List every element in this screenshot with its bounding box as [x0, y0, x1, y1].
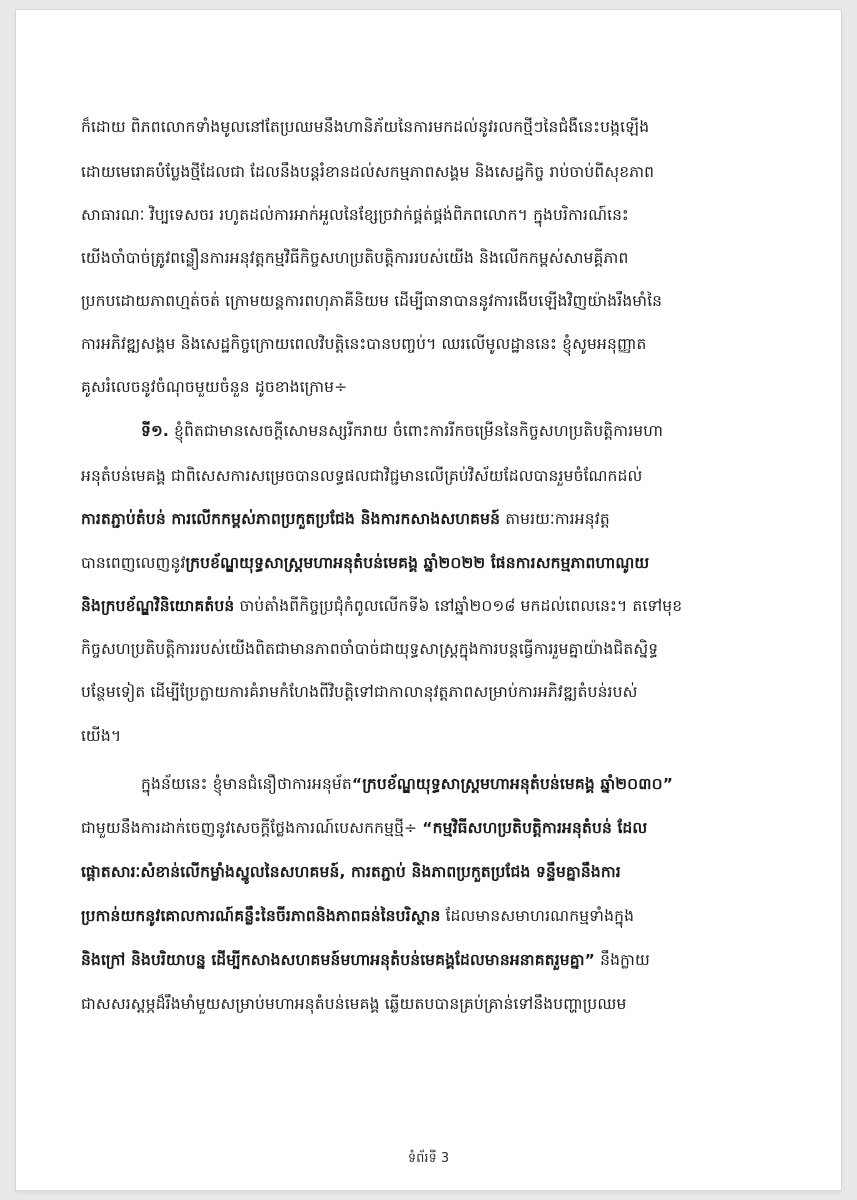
text-line	[81, 940, 650, 980]
bold-run: “កម្មវិធីសហប្រតិបត្តិការអនុតំបន់ ដែល	[422, 819, 648, 837]
text-line	[81, 107, 649, 147]
text-line	[81, 499, 610, 539]
text-run: ចាប់តាំងពីកិច្ចប្រជុំកំពូលលើកទី៦ នៅឆ្នាំ២០១៨ មកដល់ពេលនេះ។ តទៅមុខ	[234, 597, 683, 615]
text-line	[81, 238, 628, 278]
text-run: ជាមួយនឹងការដាក់ចេញនូវសេចក្តីថ្លែងការណ៍បេសកកម្មថ្មី÷	[81, 819, 423, 837]
document-page	[16, 10, 841, 1190]
text-line	[81, 195, 629, 235]
text-run: ប្រកបដោយភាពហ្មត់ចត់ ក្រោមយន្តការពហុភាគីនិយម ដើម្បីធានាបាននូវការងើបឡើងវិញយ៉ាងរឹងមាំនៃ	[81, 292, 663, 310]
text-run: បន្ថែមទៀត ដើម្បីប្រែក្លាយការគំរាមកំហែងពីវិបត្តិទៅជាកាលានុវត្តភាពសម្រាប់ការអភិវឌ្ឍតំបន់របស់	[81, 683, 638, 701]
text-run: បានពេញលេញនូវ	[81, 554, 186, 572]
bold-run: ផ្តោតសារៈសំខាន់លើកម្លាំងស្នូលនៃសហគមន៍, ការតភ្ជាប់ និងភាពប្រកួតប្រជែង ទន្ទឹមគ្នានឹងការ	[81, 863, 621, 881]
text-line	[141, 411, 663, 451]
text-run: ដោយមេរោគបំប្លែងថ្មីដែលជា ដែលនឹងបន្តរំខានដល់សកម្មភាពសង្គម និងសេដ្ឋកិច្ច រាប់ចាប់ពីសុខភាព	[81, 163, 655, 181]
text-line	[81, 281, 662, 321]
text-run: កិច្ចសហប្រតិបត្តិការរបស់យើងពិតជាមានភាពចាំបាច់ជាយុទ្ធសាស្ត្រក្នុងការបន្តធ្វើការរួមគ្នាយ៉ាងជិតស្និទ្ធ	[81, 640, 659, 658]
text-run: យើង។	[81, 727, 122, 745]
text-line	[81, 896, 634, 936]
text-run: ក្នុងន័យនេះ ខ្ញុំមានជំនឿថាការអនុម័ត	[141, 775, 352, 793]
bold-run: ក្របខ័ណ្ឌយុទ្ធសាស្ត្រមហាអនុតំបន់មេគង្គ ឆ្នាំ២០២២ ផែនការសកម្មភាពហាណូយ	[185, 554, 650, 572]
text-run: អនុតំបន់មេគង្គ ជាពិសេសការសម្រេចបានលទ្ធផលជាវិជ្ជមានលើគ្រប់វិស័យដែលបានរួមចំណែកដល់	[81, 467, 643, 485]
text-run: ដែលមានសមាហរណកម្មទាំងក្នុង	[440, 907, 635, 925]
text-run: សាធារណៈ វិប្បទេសចរ រហូតដល់ការអាក់អួលនៃខ្សែច្រវាក់ផ្គត់ផ្គង់ពិភពលោក។ ក្នុងបរិការណ៍នេះ	[81, 206, 629, 224]
text-line	[81, 852, 621, 892]
text-run: គូសរំលេចនូវចំណុចមួយចំនួន ដូចខាងក្រោម÷	[81, 378, 348, 396]
bold-run: និងក្របខ័ណ្ឌវិនិយោគតំបន់	[81, 597, 235, 615]
text-line	[81, 716, 121, 756]
body-text	[16, 10, 841, 1190]
text-line	[81, 367, 347, 407]
text-line	[81, 543, 649, 583]
text-run: តាមរយៈការអនុវត្ត	[500, 510, 610, 528]
text-run: ការអភិវឌ្ឍសង្គម និងសេដ្ឋកិច្ចក្រោយពេលវិបត្តិនេះបានបញ្ចប់។ ឈរលើមូលដ្ឋាននេះ ខ្ញុំសូមអនុញ្ញាត	[81, 335, 647, 353]
text-line	[81, 672, 638, 712]
bold-run: ទី១.	[141, 422, 169, 440]
text-run: ជាសសរស្តម្ភដ៏រឹងមាំមួយសម្រាប់មហាអនុតំបន់មេគង្គ ឆ្លើយតបបានគ្រប់គ្រាន់ទៅនឹងបញ្ហាប្រឈម	[81, 995, 627, 1013]
text-line	[141, 764, 673, 804]
text-run: ខ្ញុំពិតជាមានសេចក្តីសោមនស្សរីករាយ ចំពោះការរីកចម្រើននៃកិច្ចសហប្រតិបត្តិការមហា	[168, 422, 664, 440]
text-run: យើងចាំបាច់ត្រូវពន្លឿនការអនុវត្តកម្មវិធីកិច្ចសហប្រតិបត្តិការរបស់យើង និងលើកកម្ពស់សាមគ្គីភាព	[81, 249, 629, 267]
bold-run: ប្រកាន់យកនូវគោលការណ៍គន្លឹះនៃចីរភាពនិងភាពធន់នៃបរិស្ថាន	[81, 907, 441, 925]
text-run: នឹងក្លាយ	[595, 951, 650, 969]
bold-run: ការតភ្ជាប់តំបន់ ការលើកកម្ពស់ភាពប្រកួតប្រជែង និងការកសាងសហគមន៍	[81, 510, 501, 528]
text-line	[81, 808, 647, 848]
text-line	[81, 324, 646, 364]
bold-run: “ក្របខ័ណ្ឌយុទ្ធសាស្ត្រមហាអនុតំបន់មេគង្គ ឆ្នាំ២០៣០”	[351, 775, 674, 793]
text-line	[81, 456, 642, 496]
text-line	[81, 984, 626, 1024]
text-line	[81, 586, 682, 626]
text-line	[81, 629, 658, 669]
page-number: ទំព័រទី 3	[407, 1151, 450, 1166]
text-run: ក៏ដោយ ពិភពលោកទាំងមូលនៅតែប្រឈមនឹងហានិភ័យនៃការមកដល់នូវរលកថ្មីៗនៃជំងឺនេះបង្កឡើង	[81, 118, 650, 136]
text-line	[81, 152, 654, 192]
bold-run: និងក្រៅ និងបរិយាបន្ន ដើម្បីកសាងសហគមន៍មហាអនុតំបន់មេគង្គដែលមានអនាគតរួមគ្នា”	[81, 951, 595, 969]
